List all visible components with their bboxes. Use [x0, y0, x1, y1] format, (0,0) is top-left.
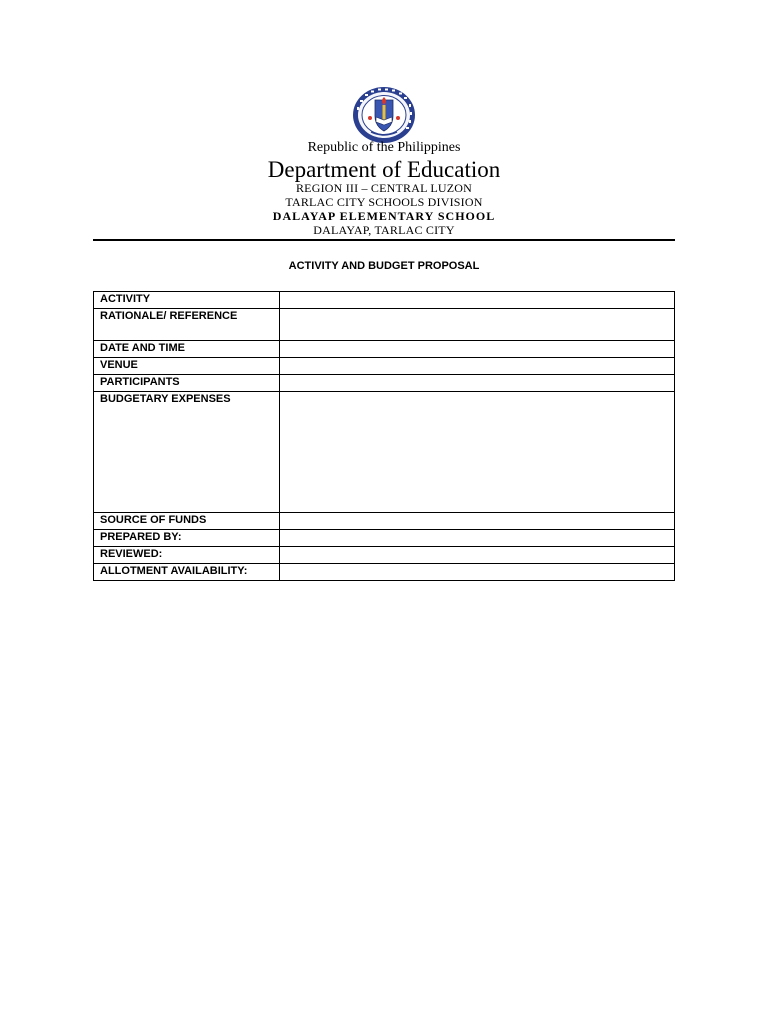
table-row — [94, 392, 675, 513]
row-value-field[interactable] — [280, 292, 675, 309]
department-title: Department of Education — [267, 157, 501, 182]
table-row — [94, 292, 675, 309]
row-value-field[interactable] — [280, 358, 675, 375]
proposal-table — [93, 291, 675, 581]
deped-seal-logo — [351, 86, 417, 144]
row-value-field[interactable] — [280, 547, 675, 564]
row-value-field[interactable] — [280, 530, 675, 547]
table-row — [94, 375, 675, 392]
row-label: REVIEWED: — [94, 547, 280, 564]
table-row — [94, 547, 675, 564]
division-line: TARLAC CITY SCHOOLS DIVISION — [285, 195, 483, 209]
table-row — [94, 358, 675, 375]
row-value-field[interactable] — [280, 341, 675, 358]
form-title: ACTIVITY AND BUDGET PROPOSAL — [288, 260, 480, 272]
row-label: ACTIVITY — [94, 292, 280, 309]
row-value-field[interactable] — [280, 309, 675, 341]
row-label: ALLOTMENT AVAILABILITY: — [94, 564, 280, 581]
row-value-field[interactable] — [280, 375, 675, 392]
row-value-field[interactable] — [280, 392, 675, 513]
row-label: BUDGETARY EXPENSES — [94, 392, 280, 513]
table-row — [94, 513, 675, 530]
row-label: VENUE — [94, 358, 280, 375]
table-row — [94, 530, 675, 547]
header-divider — [93, 239, 675, 241]
region-line: REGION III – CENTRAL LUZON — [295, 181, 473, 195]
table-row — [94, 564, 675, 581]
row-label: PARTICIPANTS — [94, 375, 280, 392]
row-label: PREPARED BY: — [94, 530, 280, 547]
row-label: SOURCE OF FUNDS — [94, 513, 280, 530]
republic-line: Republic of the Philippines — [307, 140, 461, 155]
row-value-field[interactable] — [280, 564, 675, 581]
row-label: DATE AND TIME — [94, 341, 280, 358]
row-label: RATIONALE/ REFERENCE — [94, 309, 280, 341]
table-row — [94, 309, 675, 341]
school-address: DALAYAP, TARLAC CITY — [313, 223, 455, 237]
row-value-field[interactable] — [280, 513, 675, 530]
table-row — [94, 341, 675, 358]
school-name: DALAYAP ELEMENTARY SCHOOL — [272, 209, 496, 223]
